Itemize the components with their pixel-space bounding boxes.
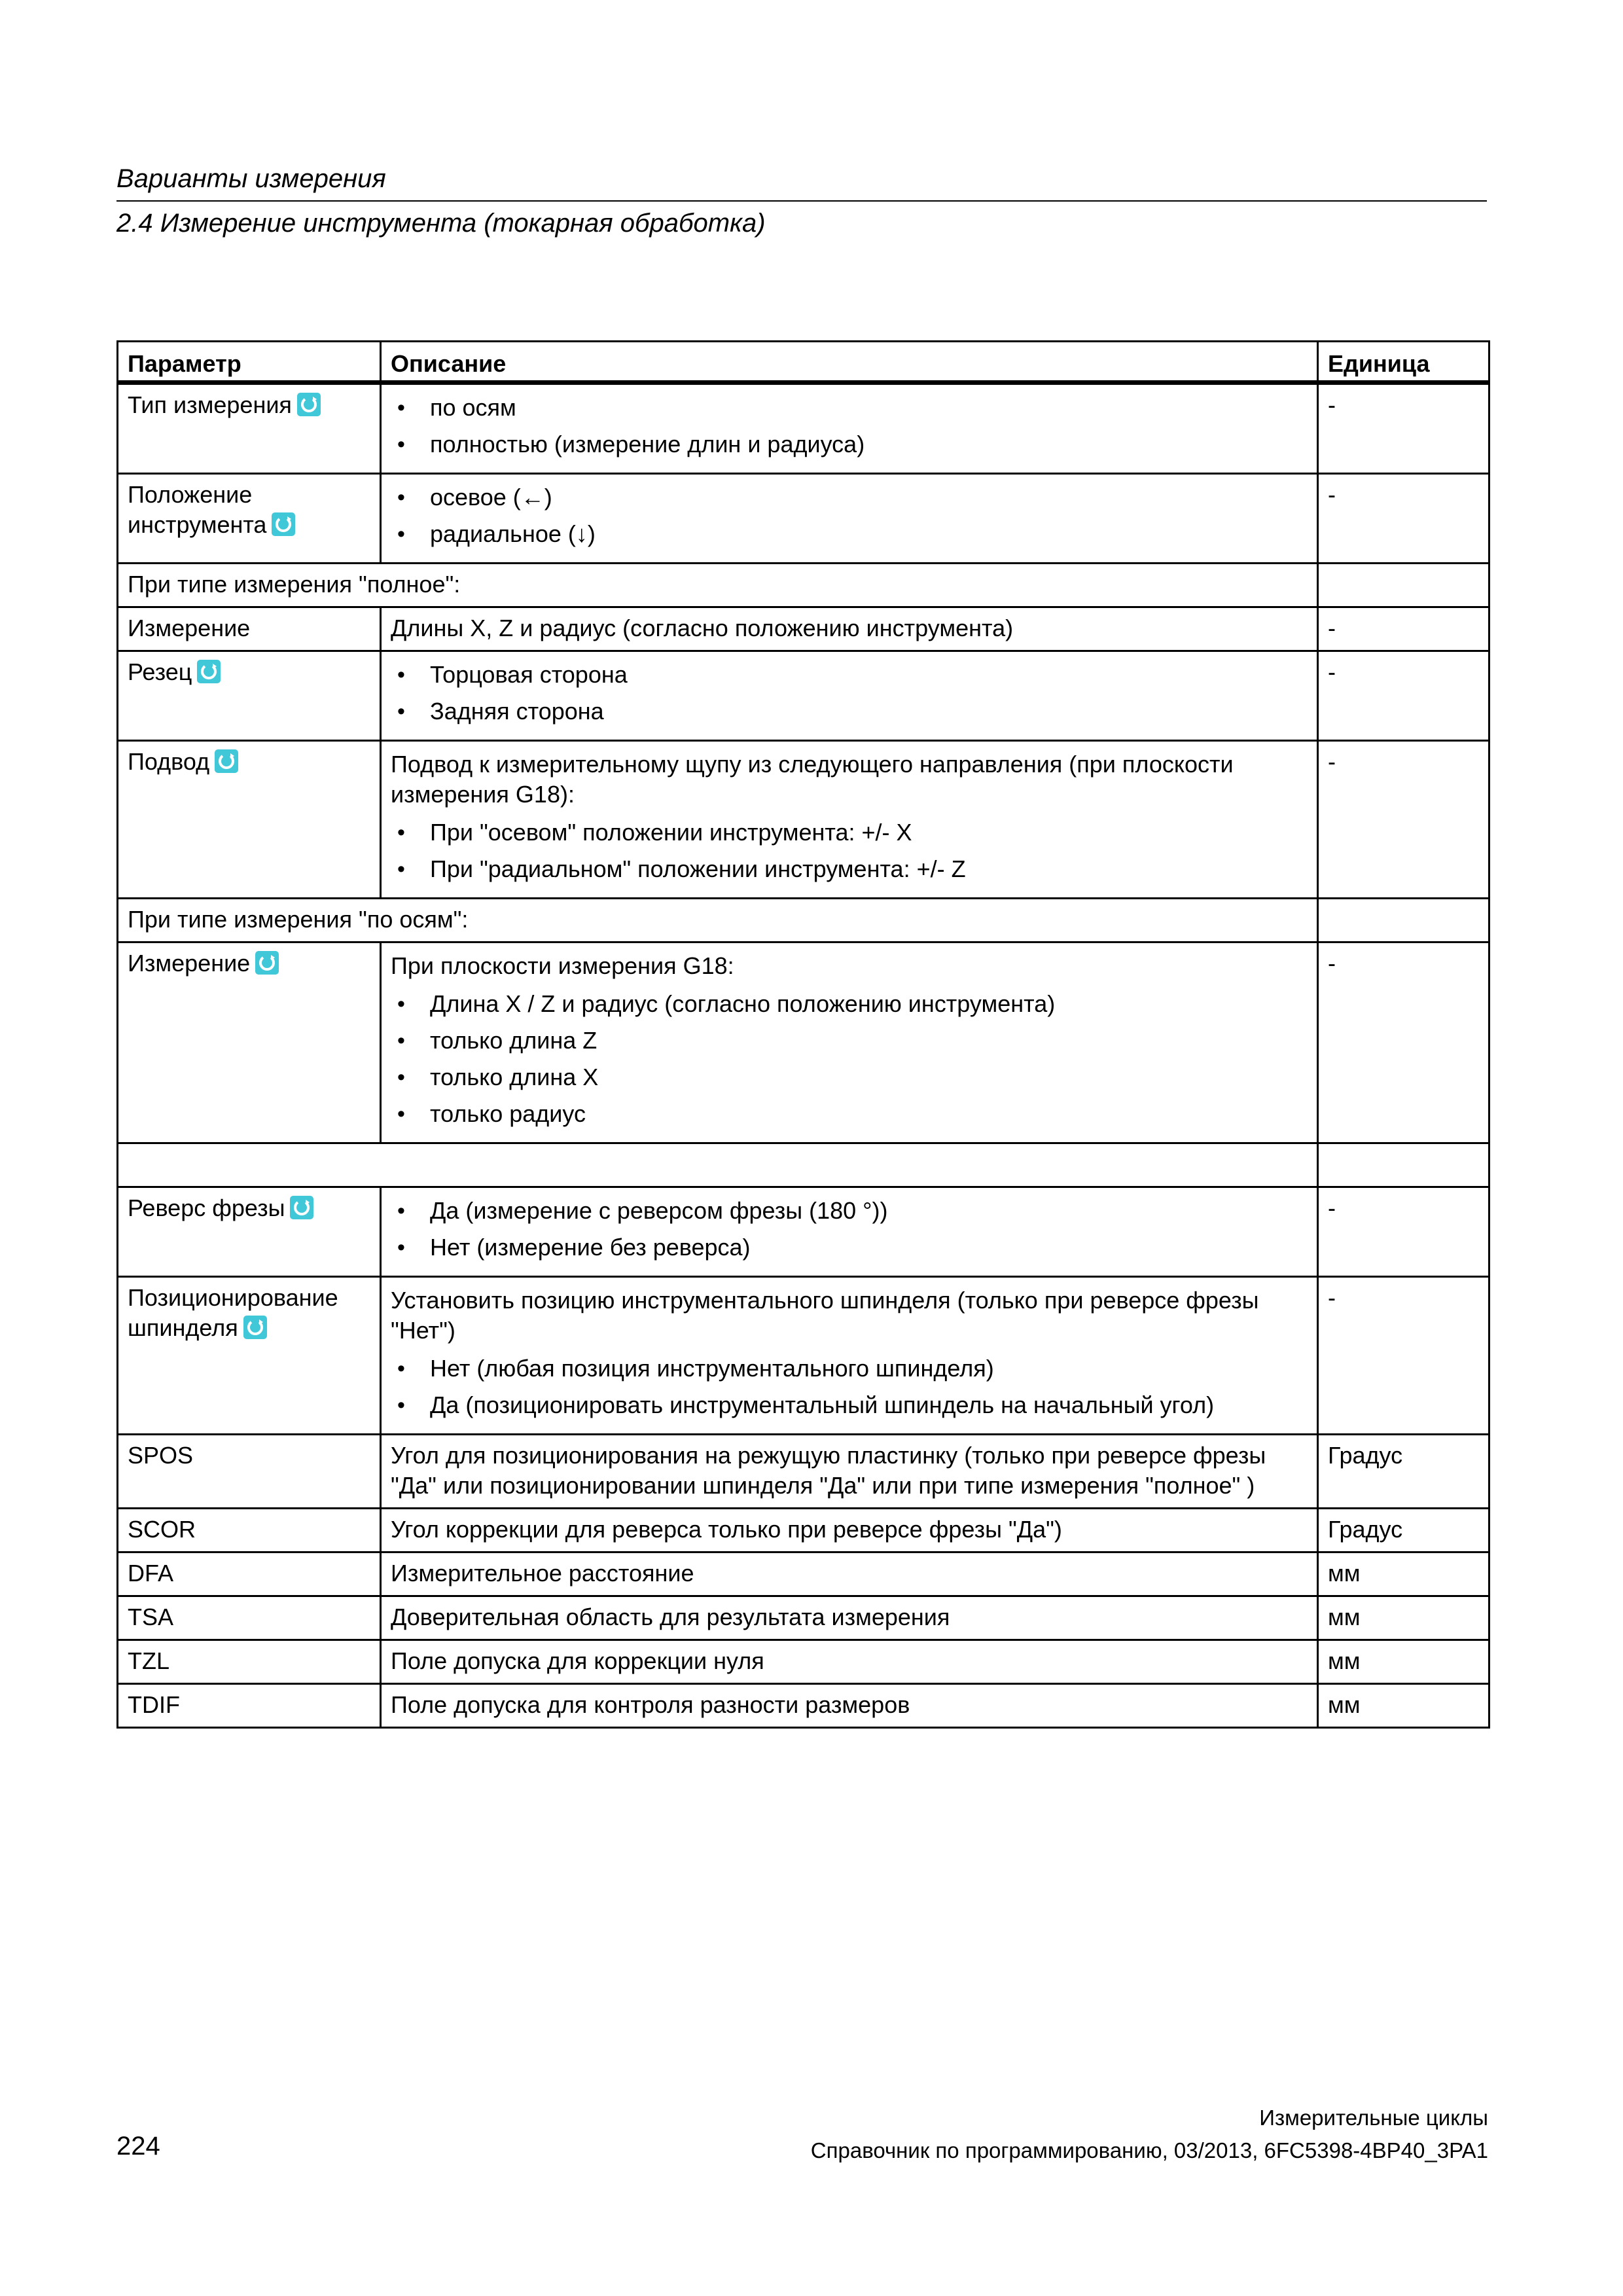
unit-cell <box>1318 1143 1489 1187</box>
desc-lead: Установить позицию инструментального шпинделя (только при реверсе фрезы "Нет") <box>391 1287 1259 1344</box>
option-item: • только длина Z <box>391 1026 1308 1056</box>
note-cell: При типе измерения "полное": <box>118 564 1318 607</box>
unit-cell: Градус <box>1318 1435 1489 1509</box>
unit-cell: мм <box>1318 1596 1489 1640</box>
unit-cell: - <box>1318 474 1489 564</box>
unit-cell: - <box>1318 1277 1489 1435</box>
toggle-icon[interactable] <box>215 749 238 773</box>
param-cell <box>118 383 381 474</box>
unit-cell: - <box>1318 1187 1489 1277</box>
table-header-row <box>118 342 1489 383</box>
table-row-tzl <box>118 1640 1489 1684</box>
table-row-tool-pos <box>118 474 1489 564</box>
option-item: • Длина X / Z и радиус (согласно положению инструмента) <box>391 989 1308 1019</box>
option-item: • по осям <box>391 393 1308 423</box>
option-item: • При "радиальном" положении инструмента: +/- Z <box>391 854 1308 884</box>
table-row-note-full <box>118 564 1489 607</box>
toggle-icon[interactable] <box>243 1316 267 1339</box>
param-cell <box>118 474 381 564</box>
desc-cell <box>381 383 1318 474</box>
param-label: Измерение <box>128 950 251 977</box>
desc-cell <box>381 651 1318 741</box>
table-row-measure-axes <box>118 942 1489 1143</box>
column-header-desc: Описание <box>381 342 1318 383</box>
table-row-scor <box>118 1509 1489 1552</box>
param-cell <box>118 942 381 1143</box>
param-label: Тип измерения <box>128 391 292 418</box>
unit-cell <box>1318 899 1489 942</box>
option-item: • полностью (измерение длин и радиуса) <box>391 429 1308 459</box>
unit-cell: мм <box>1318 1640 1489 1684</box>
table-row-approach <box>118 741 1489 899</box>
toggle-icon[interactable] <box>255 951 279 975</box>
table-row-tdif <box>118 1684 1489 1728</box>
param-cell: SPOS <box>118 1435 381 1509</box>
page-number: 224 <box>116 2132 160 2161</box>
desc-lead: При плоскости измерения G18: <box>391 952 734 979</box>
param-label: Резец <box>128 658 192 685</box>
unit-cell: - <box>1318 651 1489 741</box>
unit-cell: - <box>1318 942 1489 1143</box>
option-item: • Нет (любая позиция инструментального шпинделя) <box>391 1354 1308 1384</box>
param-cell: TSA <box>118 1596 381 1640</box>
desc-cell <box>381 1277 1318 1435</box>
param-cell: DFA <box>118 1552 381 1596</box>
table-row-note-axes <box>118 899 1489 942</box>
desc-cell: Поле допуска для коррекции нуля <box>381 1640 1318 1684</box>
option-item: • осевое (←) <box>391 482 1308 512</box>
desc-cell: Поле допуска для контроля разности размеров <box>381 1684 1318 1728</box>
unit-cell: Градус <box>1318 1509 1489 1552</box>
param-cell <box>118 651 381 741</box>
table-row-tsa <box>118 1596 1489 1640</box>
desc-cell: Измерительное расстояние <box>381 1552 1318 1596</box>
desc-cell: Угол для позиционирования на режущую пластинку (только при реверсе фрезы "Да" или позиционировании шпинделя "Да" или при типе измерения "полное" ) <box>381 1435 1318 1509</box>
param-cell <box>118 1277 381 1435</box>
param-cell <box>118 741 381 899</box>
toggle-icon[interactable] <box>197 660 221 683</box>
desc-cell: Доверительная область для результата измерения <box>381 1596 1318 1640</box>
parameter-table <box>116 340 1490 1729</box>
option-item: • Задняя сторона <box>391 696 1308 726</box>
unit-cell: - <box>1318 607 1489 651</box>
desc-cell: Длины X, Z и радиус (согласно положению инструмента) <box>381 607 1318 651</box>
param-label: Реверс фрезы <box>128 1194 285 1221</box>
option-item: • Да (позиционировать инструментальный шпиндель на начальный угол) <box>391 1390 1308 1420</box>
param-cell: SCOR <box>118 1509 381 1552</box>
param-cell: Измерение <box>118 607 381 651</box>
param-label: Подвод <box>128 748 210 775</box>
param-cell: TZL <box>118 1640 381 1684</box>
section-title: Варианты измерения <box>116 164 386 193</box>
unit-cell: мм <box>1318 1684 1489 1728</box>
column-header-unit: Единица <box>1318 342 1489 383</box>
table-row-spos <box>118 1435 1489 1509</box>
desc-lead: Подвод к измерительному щупу из следующего направления (при плоскости измерения G18): <box>391 751 1234 808</box>
desc-cell <box>381 942 1318 1143</box>
option-item: • только радиус <box>391 1099 1308 1129</box>
option-item: • Нет (измерение без реверса) <box>391 1232 1308 1263</box>
table-row-measure-full <box>118 607 1489 651</box>
unit-cell: - <box>1318 383 1489 474</box>
subsection-title: 2.4 Измерение инструмента (токарная обработка) <box>116 209 766 238</box>
column-header-param: Параметр <box>118 342 381 383</box>
table-row-meas-type <box>118 383 1489 474</box>
unit-cell: - <box>1318 741 1489 899</box>
table-row-cutter <box>118 651 1489 741</box>
desc-cell <box>381 1187 1318 1277</box>
param-cell: TDIF <box>118 1684 381 1728</box>
header-rule <box>116 200 1487 202</box>
desc-cell <box>381 741 1318 899</box>
option-item: • Торцовая сторона <box>391 660 1308 690</box>
footer-title: Измерительные циклы <box>1259 2106 1488 2130</box>
table-row-reverse <box>118 1187 1489 1277</box>
toggle-icon[interactable] <box>272 512 295 536</box>
desc-cell <box>381 474 1318 564</box>
option-item: • только длина X <box>391 1062 1308 1092</box>
table-row-empty <box>118 1143 1489 1187</box>
table-row-spindle-pos <box>118 1277 1489 1435</box>
footer-reference: Справочник по программированию, 03/2013, 6FC5398-4BP40_3PA1 <box>810 2138 1488 2162</box>
desc-cell: Угол коррекции для реверса только при реверсе фрезы "Да") <box>381 1509 1318 1552</box>
table-row-dfa <box>118 1552 1489 1596</box>
note-cell: При типе измерения "по осям": <box>118 899 1318 942</box>
param-cell <box>118 1187 381 1277</box>
toggle-icon[interactable] <box>290 1196 313 1219</box>
empty-cell <box>118 1143 1318 1187</box>
option-item: • При "осевом" положении инструмента: +/- X <box>391 817 1308 848</box>
option-item: • радиальное (↓) <box>391 519 1308 549</box>
unit-cell <box>1318 564 1489 607</box>
toggle-icon[interactable] <box>297 393 321 416</box>
param-label: Положение инструмента <box>128 481 267 538</box>
unit-cell: мм <box>1318 1552 1489 1596</box>
option-item: • Да (измерение с реверсом фрезы (180 °)) <box>391 1196 1308 1226</box>
param-label: Позиционирование шпинделя <box>128 1284 338 1341</box>
